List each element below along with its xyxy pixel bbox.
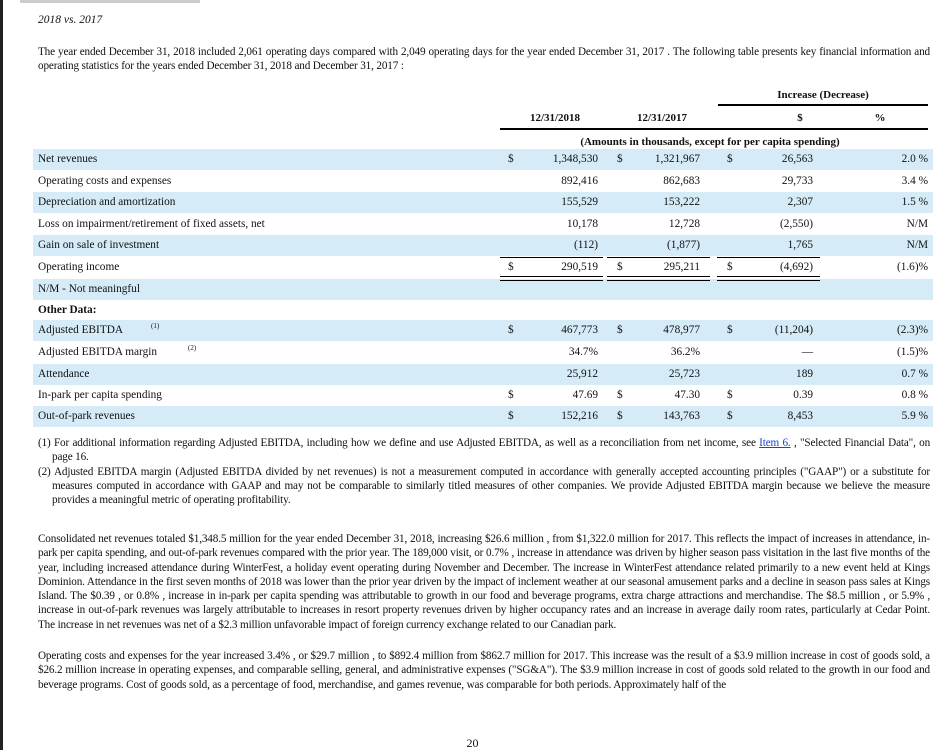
units-note: (Amounts in thousands, except for per capita spending) — [580, 136, 840, 148]
change-percent: 3.4 % — [901, 175, 928, 187]
col-header-percent: % — [874, 112, 886, 124]
section-subtitle: 2018 vs. 2017 — [38, 14, 103, 26]
table-row — [33, 257, 933, 278]
value-2018: 155,529 — [561, 196, 598, 208]
row-label: Net revenues — [38, 153, 98, 165]
change-amount: 8,453 — [787, 410, 813, 422]
change-percent: 0.8 % — [901, 389, 928, 401]
dollar-sign: $ — [727, 410, 733, 422]
footnote-ref: (1) — [151, 322, 160, 330]
costs-paragraph: Operating costs and expenses for the year increased 3.4% , or $29.7 million , to $892.4 million from $862.7 million for 2017. This increase was the result of a $3.9 million increase in cost of goods sold, a $26.2 million increase in operating expenses, and comparable selling, general, and administrative expenses ("SG&A"). The $3.9 million increase in cost of goods sold related to the growth in our food and beverage programs. Cost of goods sold, as a percentage of food, merchandise, and games revenue, was comparable for both periods. Approximately half of the — [38, 650, 930, 691]
row-label: Gain on sale of investment — [38, 239, 160, 251]
change-percent: 0.7 % — [901, 368, 928, 380]
revenue-paragraph: Consolidated net revenues totaled $1,348.5 million for the year ended December 31, 2018, increasing $26.6 million , from $1,322.0 million for 2017. This reflects the impact of increases in attendance, in-park per capita spending, and out-of-park revenues compared with the prior year. The 189,000 visit, or 0.7% , increase in attendance was driven by higher season pass visitation in the last five months of the year, including increased attendance during WinterFest, a holiday event operating during November and December. The increase in WinterFest attendance related primarily to a new event held at Kings Dominion. Attendance in the first seven months of 2018 was lower than the prior year driven by the impact of inclement weather at our seasonal amusement parks and a decline in season pass sales at Kings Island. The $0.39 , or 0.8% , increase in in-park per capita spending was attributable to growth in our food and beverage programs, extra charge attractions and merchandise. The $8.5 million , or 5.9% , increase in out-of-park revenues was largely attributable to increases in resort property revenues driven by higher occupancy rates and an increase in average daily room rates, particularly at Cedar Point. The increase in net revenues was net of a $2.3 million unfavorable impact of foreign currency exchange related to our Canadian park. — [38, 533, 930, 631]
change-amount: (11,204) — [774, 324, 813, 336]
row-label: Depreciation and amortization — [38, 196, 176, 208]
change-amount: 26,563 — [781, 153, 813, 165]
total-double-rule — [500, 276, 603, 281]
value-2017: 12,728 — [668, 218, 700, 230]
change-amount: 1,765 — [787, 239, 813, 251]
row-label: In-park per capita spending — [38, 389, 162, 401]
table-row — [33, 171, 933, 192]
change-percent: (1.5)% — [896, 346, 928, 358]
columns-rule — [500, 128, 928, 130]
page-number: 20 — [466, 736, 479, 750]
value-2017: 25,723 — [668, 368, 700, 380]
screen-edge — [0, 0, 3, 750]
footnote-1-text-end: , "Selected Financial Data", on page 16. — [52, 437, 931, 464]
col-header-2018: 12/31/2018 — [529, 112, 581, 124]
col-header-dollar: $ — [797, 112, 803, 124]
value-2017: 143,763 — [663, 410, 700, 422]
table-row — [33, 406, 933, 427]
value-2018: 47.69 — [572, 389, 598, 401]
value-2018: 10,178 — [566, 218, 598, 230]
change-amount: (4,692) — [780, 261, 813, 273]
table-row — [33, 364, 933, 385]
value-2017: 295,211 — [663, 261, 700, 273]
value-2017: 153,222 — [663, 196, 700, 208]
row-label: Out-of-park revenues — [38, 410, 135, 422]
value-2017: 1,321,967 — [654, 153, 700, 165]
row-label: Adjusted EBITDA margin — [38, 346, 158, 358]
change-amount: 0.39 — [793, 389, 813, 401]
top-divider — [20, 0, 200, 3]
change-percent: N/M — [906, 239, 928, 251]
table-row — [33, 300, 933, 321]
value-2017: 36.2% — [670, 346, 700, 358]
total-double-rule — [607, 276, 710, 281]
dollar-sign: $ — [617, 324, 623, 336]
row-label: Adjusted EBITDA — [38, 324, 124, 336]
change-percent: (1.6)% — [896, 261, 928, 273]
row-label: Operating costs and expenses — [38, 175, 172, 187]
change-percent: 2.0 % — [901, 153, 928, 165]
table-row — [33, 279, 933, 300]
value-2018: 34.7% — [568, 346, 598, 358]
intro-paragraph: The year ended December 31, 2018 included 2,061 operating days compared with 2,049 operating days for the year ended December 31, 2017 . The following table presents key financial information and operating statistics for the years ended December 31, 2018 and December 31, 2017 : — [38, 46, 930, 73]
footnote-2: (2) Adjusted EBITDA margin (Adjusted EBITDA divided by net revenues) is not a measurement computed in accordance with generally accepted accounting principles ("GAAP") or a substitute for measures computed in accordance with GAAP and may not be comparable to similarly titled measures of other companies. We provide Adjusted EBITDA margin because we believe the measure provides a meaningful metric of operating profitability. — [38, 465, 930, 507]
dollar-sign: $ — [617, 410, 623, 422]
dollar-sign: $ — [727, 324, 733, 336]
change-amount: 189 — [796, 368, 813, 380]
footnote-ref: (2) — [188, 344, 197, 352]
total-double-rule — [717, 276, 820, 281]
group-header: Increase (Decrease) — [777, 89, 869, 101]
change-amount: — — [801, 346, 813, 358]
value-2017: 862,683 — [663, 175, 700, 187]
value-2018: 892,416 — [561, 175, 598, 187]
dollar-sign: $ — [617, 389, 623, 401]
dollar-sign: $ — [508, 410, 514, 422]
row-label: Other Data: — [38, 304, 97, 316]
table-row — [33, 385, 933, 406]
subtotal-rule — [607, 257, 710, 258]
table-row — [33, 235, 933, 256]
subtotal-rule — [717, 257, 820, 258]
col-header-2017: 12/31/2017 — [636, 112, 688, 124]
value-2018: (112) — [573, 239, 598, 251]
dollar-sign: $ — [727, 389, 733, 401]
change-percent: (2.3)% — [896, 324, 928, 336]
value-2018: 290,519 — [561, 261, 598, 273]
value-2017: (1,877) — [667, 239, 700, 251]
dollar-sign: $ — [508, 261, 514, 273]
table-row — [33, 320, 933, 341]
footnote-1 — [38, 436, 930, 465]
dollar-sign: $ — [617, 261, 623, 273]
change-amount: (2,550) — [780, 218, 813, 230]
table-row — [33, 342, 933, 363]
dollar-sign: $ — [727, 153, 733, 165]
change-percent: 5.9 % — [901, 410, 928, 422]
table-row — [33, 214, 933, 235]
change-amount: 2,307 — [787, 196, 813, 208]
value-2017: 47.30 — [674, 389, 700, 401]
row-label: Attendance — [38, 368, 90, 380]
value-2018: 152,216 — [561, 410, 598, 422]
table-row — [33, 192, 933, 213]
dollar-sign: $ — [508, 389, 514, 401]
dollar-sign: $ — [727, 261, 733, 273]
dollar-sign: $ — [508, 153, 514, 165]
dollar-sign: $ — [508, 324, 514, 336]
subtotal-rule — [500, 257, 603, 258]
change-amount: 29,733 — [781, 175, 813, 187]
value-2018: 1,348,530 — [552, 153, 598, 165]
item-6-link[interactable]: Item 6. — [759, 437, 791, 449]
footnotes — [38, 436, 930, 507]
dollar-sign: $ — [617, 153, 623, 165]
change-percent: N/M — [906, 218, 928, 230]
row-label: Loss on impairment/retirement of fixed assets, net — [38, 218, 265, 230]
change-percent: 1.5 % — [901, 196, 928, 208]
value-2018: 467,773 — [561, 324, 598, 336]
header-rule — [718, 104, 928, 106]
footnote-1-text: (1) For additional information regarding Adjusted EBITDA, including how we define and use Adjusted EBITDA, as well as a reconciliation from net income, see — [38, 437, 760, 449]
row-label: N/M - Not meaningful — [38, 283, 140, 295]
value-2018: 25,912 — [566, 368, 598, 380]
row-label: Operating income — [38, 261, 120, 273]
value-2017: 478,977 — [663, 324, 700, 336]
table-row — [33, 149, 933, 170]
